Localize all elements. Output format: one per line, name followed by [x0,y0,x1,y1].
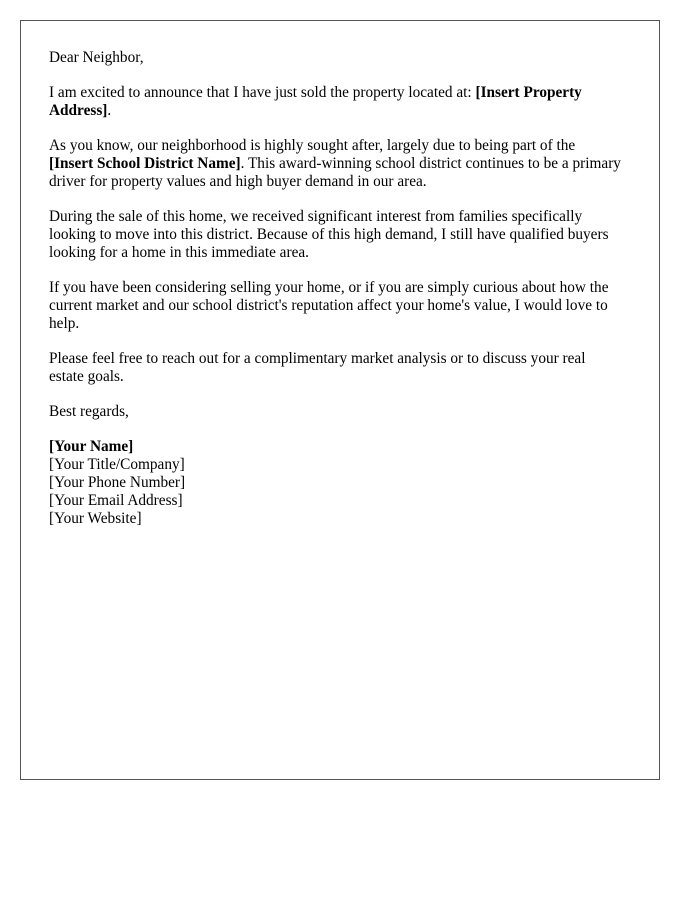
letter-page [20,20,660,780]
signature-email: [Your Email Address] [49,492,183,509]
signature-phone: [Your Phone Number] [49,474,186,491]
letter-body [49,49,621,528]
property-address-placeholder: [Insert Property Address] [49,84,582,119]
signature-block [49,438,621,528]
paragraph-text: As you know, our neighborhood is highly sought after, largely due to being part of the [49,137,576,154]
signature-name: [Your Name] [49,438,134,455]
paragraph-sold-property [49,84,621,120]
school-district-placeholder: [Insert School District Name] [49,155,241,172]
paragraph-sale-interest: During the sale of this home, we received significant interest from families specifically looking to move into this district. Because of this high demand, I still have qualified buyers looking for a home in this immediate area. [49,208,609,261]
paragraph-text-end: . This award-winning school district continues to be a primary driver for property values and high buyer demand in our area. [49,155,621,190]
paragraph-text: I am excited to announce that I have just sold the property located at: [49,84,476,101]
signature-title: [Your Title/Company] [49,456,185,473]
greeting: Dear Neighbor, [49,49,144,66]
paragraph-school-district [49,137,621,191]
paragraph-text-end: . [107,102,112,119]
paragraph-offer-help: If you have been considering selling your home, or if you are simply curious about how the current market and our school district's reputation affect your home's value, I would love to help. [49,279,609,332]
closing: Best regards, [49,403,129,420]
paragraph-call-to-action: Please feel free to reach out for a complimentary market analysis or to discuss your real estate goals. [49,350,586,385]
signature-website: [Your Website] [49,510,142,527]
